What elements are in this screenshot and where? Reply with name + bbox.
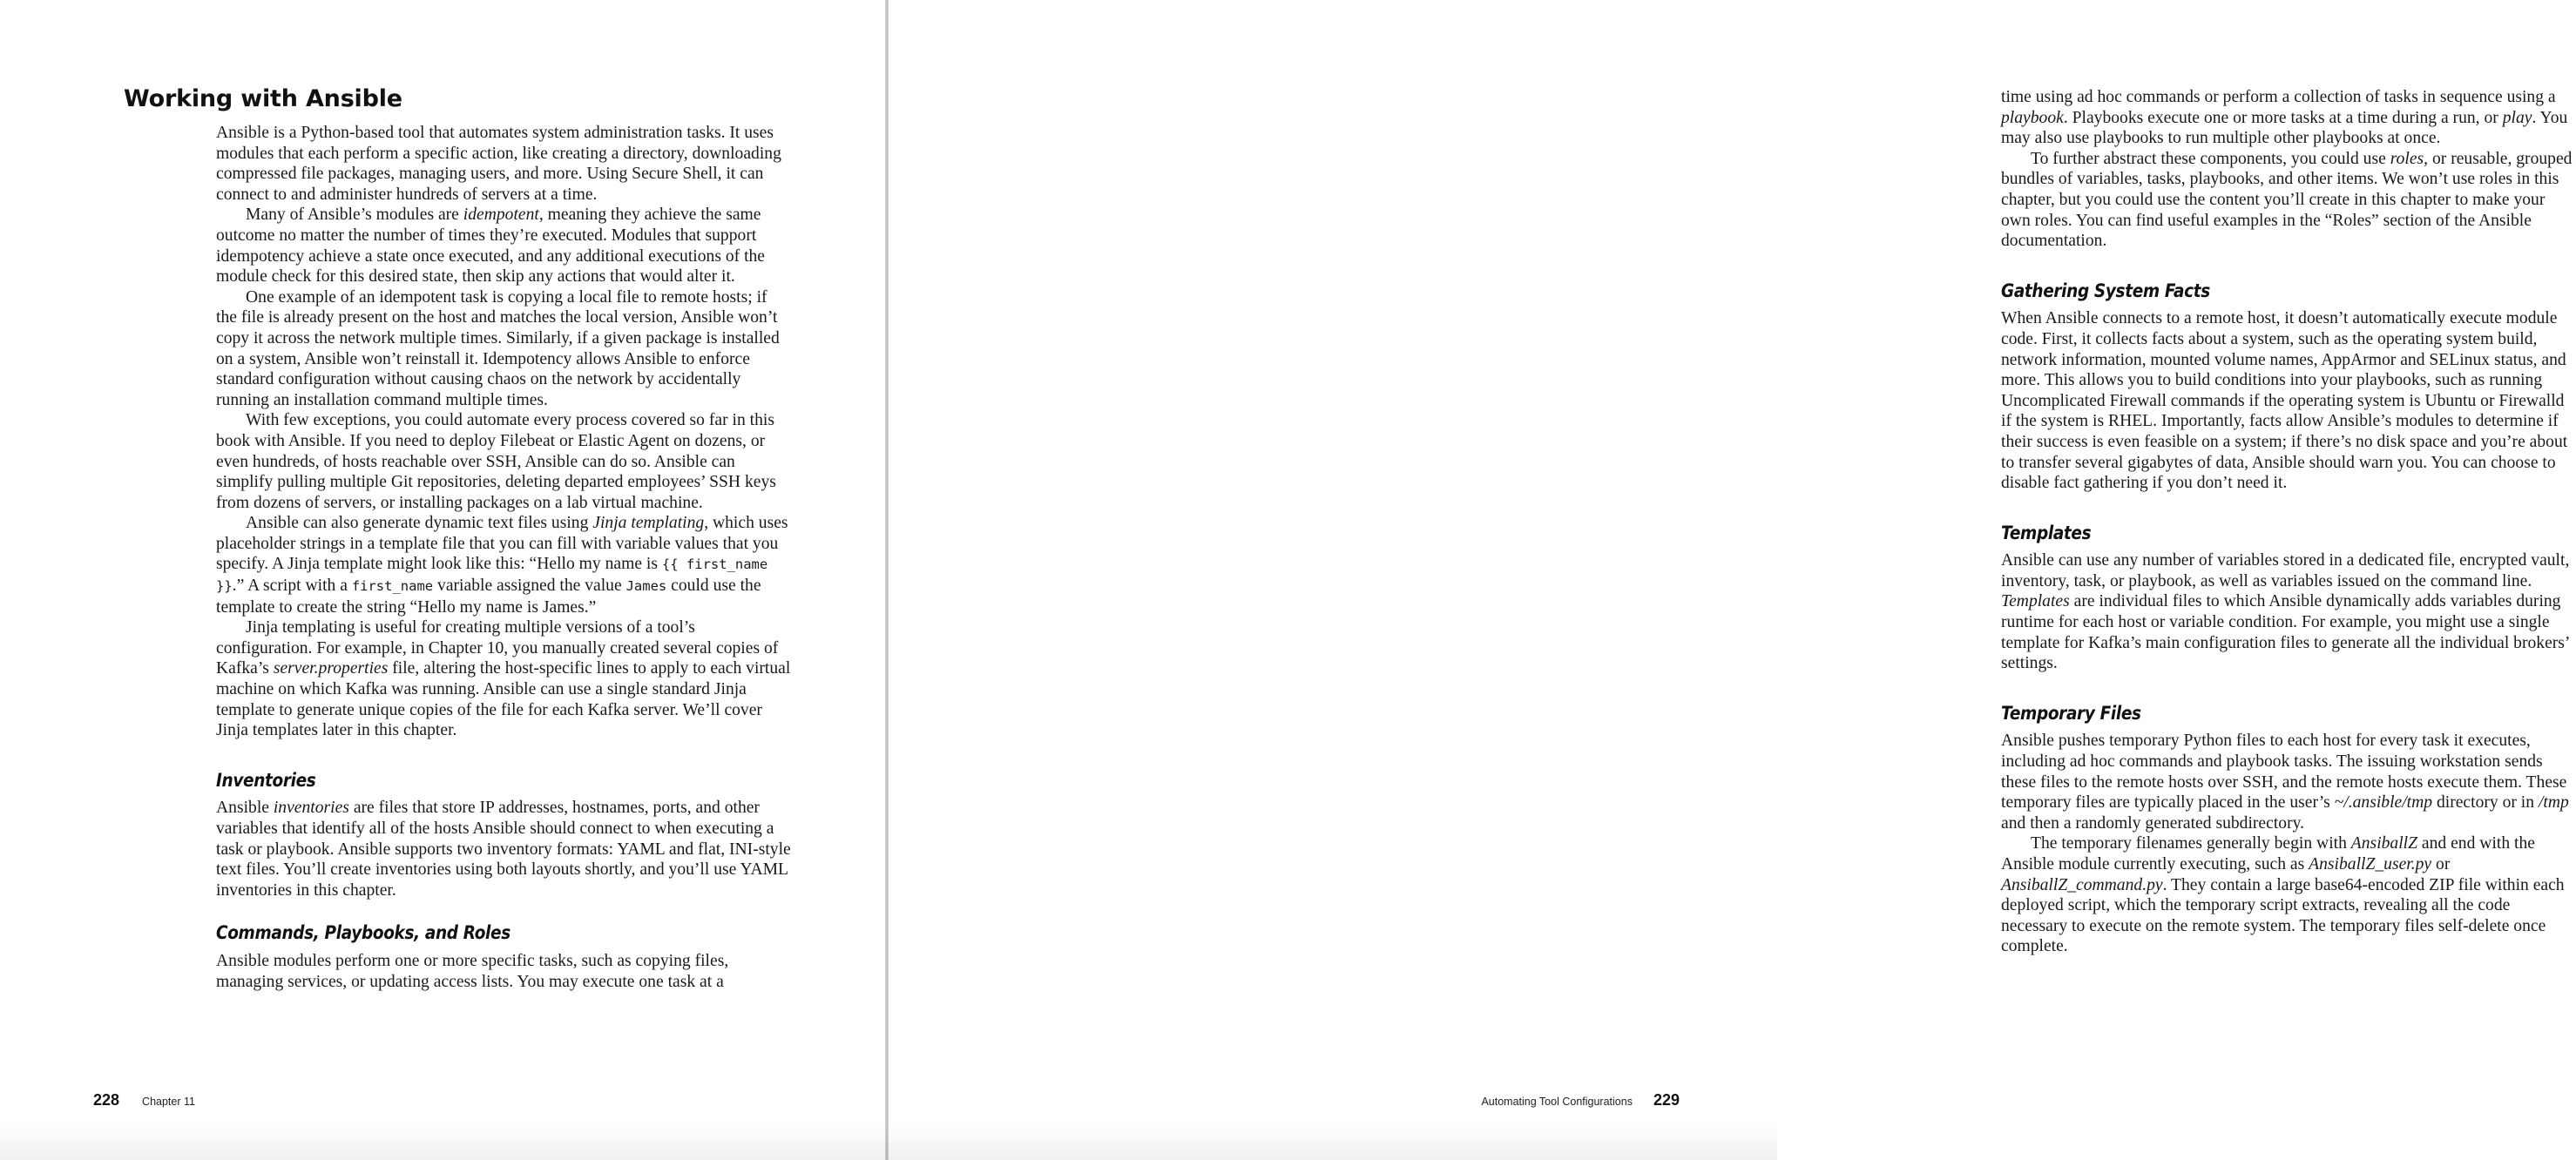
text-run: , or reusable, grouped bundles of variables, tasks, playbooks, and other items. We won’t use roles in this chapter, but you could use the content you’ll create in this chapter to make your own roles. You can find useful examples in the “Roles” section of the Ansible documentation. (2001, 149, 2573, 251)
paragraph-jinja (216, 513, 791, 617)
code-first-name-placeholder: {{ first_name }} (216, 556, 768, 595)
text-run: The temporary filenames generally begin with (2031, 834, 2351, 853)
text-run: Ansible pushes temporary Python files to each host for every task it executes, including ad hoc commands and playbook tasks. The issuing workstation sends these files to the remote hosts over SSH, and the remote hosts execute them. These temporary files are typically placed in the user’s (2001, 732, 2567, 813)
text-run: Ansible can use any number of variables stored in a dedicated file, encrypted vault, inventory, task, or playbook, as well as variables issued on the command line. (2001, 551, 2570, 590)
text-run: . They contain a large base64-encoded ZIP file within each deployed script, which the temporary script extracts, revealing all the code necessary to execute on the remote system. The temporary files self-delete once complete. (2001, 875, 2565, 956)
text-run: . Playbooks execute one or more tasks at a time during a run, or (2063, 108, 2503, 127)
term-playbook: playbook (2001, 108, 2064, 127)
filename-server-properties: server.properties (273, 659, 389, 678)
text-run: could use the template to create the string “Hello my name is James.” (216, 577, 761, 617)
paragraph-commands: Ansible modules perform one or more specific tasks, such as copying files, managing services, or updating access lists. You may execute one task at a (216, 951, 729, 991)
left-text-column (216, 123, 791, 992)
paragraph-intro: Ansible is a Python-based tool that automates system administration tasks. It uses modules that each perform a specific action, like creating a directory, downloading compressed file packages, managing users, and more. Using Secure Shell, it can connect to and administer hundreds of servers at a time. (216, 124, 781, 204)
text-run: and end with the Ansible module currently executing, such as (2001, 834, 2535, 873)
section-heading-temporary-files: Temporary Files (2001, 702, 2141, 724)
code-first-name: first_name (351, 578, 434, 595)
section-heading-commands: Commands, Playbooks, and Roles (216, 922, 510, 944)
paragraph-jinja-use (216, 617, 791, 741)
text-run: are individual files to which Ansible dynamically adds variables during runtime for each host or variable condition. For example, you might use a single template for Kafka’s main configuration files to generate all the individual brokers’ settings. (2001, 592, 2569, 673)
left-page (0, 0, 886, 1160)
paragraph-templates (2001, 550, 2576, 674)
text-run: Jinja templating is useful for creating multiple versions of a tool’s configuration. For example, in Chapter 10, you manually created several copies of Kafka’s (216, 618, 779, 678)
paragraph-temporary-filenames (2001, 833, 2576, 957)
paragraph-inventories (216, 798, 791, 900)
text-run: and then a randomly generated subdirectory. (2001, 813, 2305, 833)
section-heading-templates: Templates (2001, 522, 2092, 543)
running-head-left: Chapter 11 (142, 1096, 195, 1108)
filename-ansiballz-user: AnsiballZ_user.py (2309, 855, 2432, 873)
section-heading-facts: Gathering System Facts (2001, 280, 2210, 301)
term-inventories: inventories (273, 799, 349, 818)
term-roles: roles (2390, 149, 2424, 168)
text-run: Ansible (216, 799, 274, 818)
text-run: .” A script with a (232, 577, 352, 596)
paragraph-idempotent (216, 205, 791, 287)
term-templates: Templates (2001, 592, 2070, 611)
page-number-left: 228 (93, 1091, 120, 1109)
filename-ansiballz: AnsiballZ (2350, 834, 2418, 853)
section-heading-inventories: Inventories (216, 769, 316, 791)
text-run: are files that store IP addresses, hostnames, ports, and other variables that identify all of the hosts Ansible should connect to when executing a task or playbook. Ansible supports two inventory formats: YAML and flat, INI-style text files. You’ll create inventories using both layouts shortly, and you’ll use YAML inventories in this chapter. (216, 799, 791, 900)
term-jinja-templating: Jinja templating (592, 514, 705, 533)
paragraph-temporary-files (2001, 731, 2576, 833)
text-run: time using ad hoc commands or perform a collection of tasks in sequence using a (2001, 88, 2556, 106)
text-run: To further abstract these components, you could use (2031, 149, 2390, 168)
running-head-right: Automating Tool Configurations (1481, 1096, 1633, 1108)
text-run: , which uses placeholder strings in a template file that you can fill with variable values that you specify. A Jinja template might look like this: “Hello my name is (216, 514, 788, 574)
paragraph-idempotent-example: One example of an idempotent task is copying a local file to remote hosts; if the file is already present on the host and matches the local version, Ansible won’t copy it across the network multiple times. Similarly, if a given package is installed on a system, Ansible won’t reinstall it. Idempotency allows Ansible to enforce standard configuration without causing chaos on the network by accidentally running an installation command multiple times. (216, 287, 780, 409)
code-james: James (625, 578, 667, 595)
left-footer (93, 1091, 195, 1109)
text-run: file, altering the host-specific lines to apply to each virtual machine on which Kafka was running. Ansible can use a single standard Jinja template to generate unique copies of the file for each Kafka server. We’ll cover Jinja templates later in this chapter. (216, 659, 791, 740)
paragraph-facts: When Ansible connects to a remote host, it doesn’t automatically execute module code. First, it collects facts about a system, such as the operating system build, network information, mounted volume names, AppArmor and SELinux status, and more. This allows you to build conditions into your playbooks, such as running Uncomplicated Firewall commands if the operating system is Ubuntu or Firewalld if the system is RHEL. Importantly, facts allow Ansible’s modules to determine if their success is even feasible on a system; if there’s no disk space and you’re about to transfer several gigabytes of data, Ansible should warn you. You can choose to disable fact gathering if you don’t need it. (2001, 309, 2568, 493)
text-run: , meaning they achieve the same outcome no matter the number of times they’re executed. Modules that support idempotency achieve a state once executed, and any additional executions of the module check for this desired state, then skip any actions that would alter it. (216, 206, 766, 287)
path-tmp: /tmp (2538, 793, 2569, 813)
text-run: Many of Ansible’s modules are (246, 206, 463, 225)
right-text-column (2001, 87, 2576, 957)
text-run: or (2431, 855, 2451, 873)
term-idempotent: idempotent (463, 206, 539, 225)
chapter-heading: Working with Ansible (124, 85, 402, 112)
text-run: . You may also use playbooks to run multiple other playbooks at once. (2001, 108, 2568, 148)
filename-ansiballz-command: AnsiballZ_command.py (2001, 875, 2163, 894)
text-run: Ansible can also generate dynamic text files using (246, 514, 593, 533)
page-number-right: 229 (1653, 1091, 1680, 1109)
paragraph-commands-continued (2001, 87, 2576, 149)
path-ansible-tmp: ~/.ansible/tmp (2334, 793, 2433, 813)
text-run: variable assigned the value (433, 577, 626, 596)
text-run: directory or in (2432, 793, 2539, 813)
right-page (889, 0, 2573, 1160)
term-play: play (2502, 108, 2532, 127)
paragraph-automation: With few exceptions, you could automate every process covered so far in this book with Ansible. If you need to deploy Filebeat or Elastic Agent on dozens, or even hundreds, of hosts reachable over SSH, Ansible can do so. Ansible can simplify pulling multiple Git repositories, deleting departed employees’ SSH keys from dozens of servers, or installing packages on a lab virtual machine. (216, 411, 776, 512)
paragraph-roles (2001, 149, 2576, 252)
